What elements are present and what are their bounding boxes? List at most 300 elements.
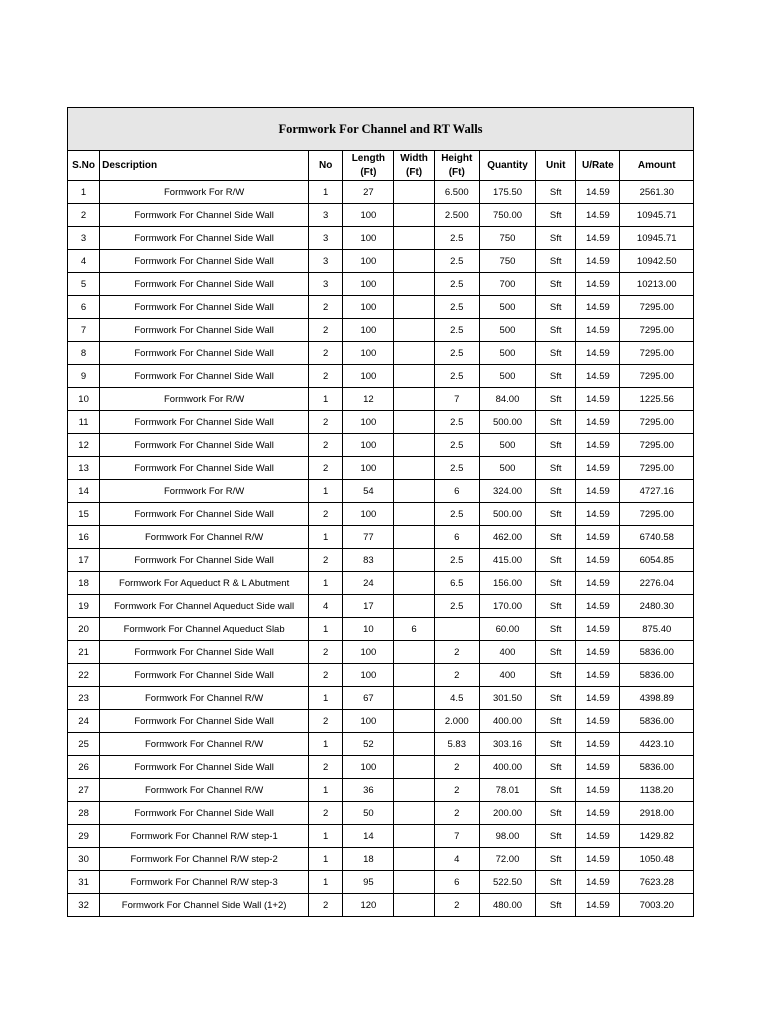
cell-quantity: 500.00 — [479, 411, 535, 434]
cell-height: 5.83 — [434, 733, 479, 756]
cell-description: Formwork For Channel R/W step-2 — [100, 848, 309, 871]
cell-height: 2 — [434, 779, 479, 802]
cell-description: Formwork For Channel Side Wall (1+2) — [100, 894, 309, 917]
cell-amount: 7295.00 — [620, 296, 694, 319]
cell-length: 100 — [343, 641, 394, 664]
header-urate: U/Rate — [576, 151, 620, 181]
cell-description: Formwork For Channel Aqueduct Slab — [100, 618, 309, 641]
cell-height: 2.5 — [434, 319, 479, 342]
cell-description: Formwork For Channel Side Wall — [100, 342, 309, 365]
cell-quantity: 500 — [479, 296, 535, 319]
cell-length: 100 — [343, 227, 394, 250]
cell-no: 1 — [309, 388, 343, 411]
cell-sno: 6 — [68, 296, 100, 319]
header-length-unit: (Ft) — [360, 166, 377, 178]
cell-sno: 9 — [68, 365, 100, 388]
cell-unit: Sft — [536, 273, 576, 296]
cell-quantity: 500 — [479, 365, 535, 388]
cell-amount: 7295.00 — [620, 319, 694, 342]
cell-urate: 14.59 — [576, 434, 620, 457]
cell-amount: 5836.00 — [620, 664, 694, 687]
cell-length: 100 — [343, 457, 394, 480]
cell-amount: 10942.50 — [620, 250, 694, 273]
cell-urate: 14.59 — [576, 710, 620, 733]
cell-height: 2.500 — [434, 204, 479, 227]
cell-width — [394, 526, 434, 549]
cell-description: Formwork For Channel R/W step-1 — [100, 825, 309, 848]
cell-height: 2.5 — [434, 434, 479, 457]
cell-length: 100 — [343, 250, 394, 273]
cell-width — [394, 733, 434, 756]
cell-amount: 7295.00 — [620, 411, 694, 434]
cell-width — [394, 664, 434, 687]
table-row — [68, 480, 694, 503]
cell-sno: 30 — [68, 848, 100, 871]
cell-sno: 23 — [68, 687, 100, 710]
cell-quantity: 84.00 — [479, 388, 535, 411]
cell-unit: Sft — [536, 342, 576, 365]
cell-description: Formwork For Channel Side Wall — [100, 802, 309, 825]
cell-no: 1 — [309, 618, 343, 641]
table-row — [68, 618, 694, 641]
cell-unit: Sft — [536, 779, 576, 802]
cell-unit: Sft — [536, 227, 576, 250]
table-row — [68, 319, 694, 342]
cell-width — [394, 871, 434, 894]
formwork-table — [67, 107, 694, 917]
cell-width — [394, 319, 434, 342]
cell-height: 4 — [434, 848, 479, 871]
cell-quantity: 750.00 — [479, 204, 535, 227]
cell-unit: Sft — [536, 595, 576, 618]
cell-sno: 15 — [68, 503, 100, 526]
cell-description: Formwork For Channel Side Wall — [100, 664, 309, 687]
cell-urate: 14.59 — [576, 480, 620, 503]
cell-no: 1 — [309, 572, 343, 595]
cell-height: 7 — [434, 388, 479, 411]
cell-urate: 14.59 — [576, 296, 620, 319]
cell-urate: 14.59 — [576, 411, 620, 434]
table-row — [68, 227, 694, 250]
cell-height: 2.5 — [434, 250, 479, 273]
cell-urate: 14.59 — [576, 503, 620, 526]
table-row — [68, 250, 694, 273]
cell-height: 2.5 — [434, 342, 479, 365]
cell-length: 100 — [343, 434, 394, 457]
cell-quantity: 170.00 — [479, 595, 535, 618]
cell-urate: 14.59 — [576, 342, 620, 365]
cell-unit: Sft — [536, 848, 576, 871]
table-row — [68, 779, 694, 802]
cell-sno: 32 — [68, 894, 100, 917]
cell-amount: 2276.04 — [620, 572, 694, 595]
cell-height: 4.5 — [434, 687, 479, 710]
cell-description: Formwork For Channel R/W — [100, 779, 309, 802]
cell-height: 2.5 — [434, 227, 479, 250]
cell-width — [394, 273, 434, 296]
cell-height: 2.5 — [434, 503, 479, 526]
cell-no: 3 — [309, 204, 343, 227]
cell-urate: 14.59 — [576, 204, 620, 227]
cell-height: 6 — [434, 480, 479, 503]
cell-quantity: 500 — [479, 319, 535, 342]
cell-unit: Sft — [536, 825, 576, 848]
cell-length: 100 — [343, 342, 394, 365]
cell-sno: 20 — [68, 618, 100, 641]
table-row — [68, 296, 694, 319]
table-row — [68, 204, 694, 227]
cell-no: 2 — [309, 710, 343, 733]
header-amount: Amount — [620, 151, 694, 181]
cell-urate: 14.59 — [576, 181, 620, 204]
cell-height: 2.000 — [434, 710, 479, 733]
cell-description: Formwork For Channel Side Wall — [100, 710, 309, 733]
cell-quantity: 303.16 — [479, 733, 535, 756]
cell-no: 2 — [309, 503, 343, 526]
header-unit: Unit — [536, 151, 576, 181]
cell-height: 2 — [434, 756, 479, 779]
cell-sno: 8 — [68, 342, 100, 365]
cell-unit: Sft — [536, 296, 576, 319]
cell-length: 100 — [343, 664, 394, 687]
cell-description: Formwork For Channel Side Wall — [100, 319, 309, 342]
cell-amount: 7295.00 — [620, 503, 694, 526]
cell-no: 3 — [309, 273, 343, 296]
header-sno: S.No — [68, 151, 100, 181]
cell-sno: 3 — [68, 227, 100, 250]
cell-sno: 26 — [68, 756, 100, 779]
table-row — [68, 848, 694, 871]
cell-urate: 14.59 — [576, 273, 620, 296]
cell-description: Formwork For Channel Side Wall — [100, 250, 309, 273]
cell-urate: 14.59 — [576, 572, 620, 595]
table-row — [68, 825, 694, 848]
cell-description: Formwork For Channel Side Wall — [100, 503, 309, 526]
cell-amount: 875.40 — [620, 618, 694, 641]
cell-no: 2 — [309, 365, 343, 388]
cell-sno: 22 — [68, 664, 100, 687]
cell-length: 10 — [343, 618, 394, 641]
table-row — [68, 710, 694, 733]
cell-amount: 10945.71 — [620, 204, 694, 227]
cell-quantity: 750 — [479, 227, 535, 250]
cell-quantity: 400 — [479, 664, 535, 687]
cell-unit: Sft — [536, 710, 576, 733]
table-row — [68, 181, 694, 204]
cell-length: 17 — [343, 595, 394, 618]
cell-amount: 7295.00 — [620, 434, 694, 457]
cell-height: 2.5 — [434, 365, 479, 388]
table-row — [68, 549, 694, 572]
cell-no: 2 — [309, 802, 343, 825]
cell-height: 2.5 — [434, 296, 479, 319]
cell-quantity: 200.00 — [479, 802, 535, 825]
header-length — [343, 151, 394, 181]
cell-width — [394, 480, 434, 503]
table-row — [68, 871, 694, 894]
cell-length: 24 — [343, 572, 394, 595]
cell-urate: 14.59 — [576, 756, 620, 779]
cell-no: 1 — [309, 526, 343, 549]
cell-sno: 11 — [68, 411, 100, 434]
cell-quantity: 324.00 — [479, 480, 535, 503]
cell-amount: 7003.20 — [620, 894, 694, 917]
cell-length: 54 — [343, 480, 394, 503]
table-row — [68, 641, 694, 664]
cell-no: 4 — [309, 595, 343, 618]
cell-length: 100 — [343, 204, 394, 227]
cell-quantity: 156.00 — [479, 572, 535, 595]
cell-length: 18 — [343, 848, 394, 871]
cell-length: 77 — [343, 526, 394, 549]
cell-no: 2 — [309, 434, 343, 457]
cell-unit: Sft — [536, 641, 576, 664]
cell-description: Formwork For Channel R/W — [100, 733, 309, 756]
cell-sno: 25 — [68, 733, 100, 756]
cell-urate: 14.59 — [576, 894, 620, 917]
cell-unit: Sft — [536, 572, 576, 595]
cell-unit: Sft — [536, 319, 576, 342]
cell-width — [394, 503, 434, 526]
cell-quantity: 78.01 — [479, 779, 535, 802]
cell-width — [394, 365, 434, 388]
cell-sno: 17 — [68, 549, 100, 572]
cell-no: 1 — [309, 480, 343, 503]
cell-width — [394, 756, 434, 779]
cell-length: 100 — [343, 503, 394, 526]
table-row — [68, 434, 694, 457]
cell-no: 2 — [309, 457, 343, 480]
cell-sno: 12 — [68, 434, 100, 457]
cell-length: 100 — [343, 319, 394, 342]
cell-amount: 7295.00 — [620, 342, 694, 365]
cell-height: 6.5 — [434, 572, 479, 595]
cell-amount: 2561.30 — [620, 181, 694, 204]
cell-quantity: 415.00 — [479, 549, 535, 572]
cell-amount: 5836.00 — [620, 756, 694, 779]
cell-width — [394, 848, 434, 871]
cell-width — [394, 710, 434, 733]
cell-width — [394, 434, 434, 457]
cell-urate: 14.59 — [576, 388, 620, 411]
cell-width — [394, 411, 434, 434]
header-length-label: Length — [351, 152, 386, 164]
cell-amount: 5836.00 — [620, 641, 694, 664]
cell-length: 36 — [343, 779, 394, 802]
cell-unit: Sft — [536, 503, 576, 526]
cell-no: 2 — [309, 894, 343, 917]
cell-height: 6 — [434, 526, 479, 549]
cell-no: 2 — [309, 296, 343, 319]
cell-amount: 2918.00 — [620, 802, 694, 825]
cell-unit: Sft — [536, 204, 576, 227]
cell-length: 50 — [343, 802, 394, 825]
cell-width — [394, 342, 434, 365]
cell-length: 100 — [343, 710, 394, 733]
cell-unit: Sft — [536, 365, 576, 388]
cell-width — [394, 595, 434, 618]
cell-description: Formwork For Channel Side Wall — [100, 227, 309, 250]
cell-width — [394, 549, 434, 572]
cell-no: 2 — [309, 641, 343, 664]
cell-unit: Sft — [536, 549, 576, 572]
cell-amount: 4398.89 — [620, 687, 694, 710]
cell-unit: Sft — [536, 411, 576, 434]
cell-no: 3 — [309, 227, 343, 250]
cell-width — [394, 641, 434, 664]
cell-urate: 14.59 — [576, 319, 620, 342]
cell-quantity: 500 — [479, 342, 535, 365]
cell-description: Formwork For Channel Side Wall — [100, 641, 309, 664]
cell-urate: 14.59 — [576, 871, 620, 894]
cell-no: 2 — [309, 549, 343, 572]
cell-width — [394, 250, 434, 273]
cell-amount: 1050.48 — [620, 848, 694, 871]
cell-width — [394, 388, 434, 411]
cell-description: Formwork For R/W — [100, 388, 309, 411]
cell-sno: 4 — [68, 250, 100, 273]
cell-no: 1 — [309, 779, 343, 802]
header-width — [394, 151, 434, 181]
cell-urate: 14.59 — [576, 733, 620, 756]
cell-urate: 14.59 — [576, 848, 620, 871]
cell-urate: 14.59 — [576, 641, 620, 664]
cell-quantity: 500 — [479, 457, 535, 480]
cell-no: 2 — [309, 664, 343, 687]
header-width-label: Width — [400, 152, 428, 164]
cell-description: Formwork For Channel Side Wall — [100, 365, 309, 388]
cell-no: 1 — [309, 848, 343, 871]
cell-urate: 14.59 — [576, 802, 620, 825]
cell-length: 120 — [343, 894, 394, 917]
cell-unit: Sft — [536, 388, 576, 411]
cell-width — [394, 181, 434, 204]
cell-sno: 2 — [68, 204, 100, 227]
cell-width — [394, 204, 434, 227]
cell-height: 2.5 — [434, 595, 479, 618]
cell-height: 6.500 — [434, 181, 479, 204]
cell-quantity: 301.50 — [479, 687, 535, 710]
cell-unit: Sft — [536, 457, 576, 480]
header-description: Description — [100, 151, 309, 181]
cell-urate: 14.59 — [576, 664, 620, 687]
cell-sno: 10 — [68, 388, 100, 411]
cell-height — [434, 618, 479, 641]
cell-urate: 14.59 — [576, 779, 620, 802]
cell-description: Formwork For Channel Side Wall — [100, 457, 309, 480]
cell-amount: 6054.85 — [620, 549, 694, 572]
cell-no: 1 — [309, 825, 343, 848]
cell-amount: 2480.30 — [620, 595, 694, 618]
cell-unit: Sft — [536, 618, 576, 641]
cell-length: 83 — [343, 549, 394, 572]
cell-quantity: 480.00 — [479, 894, 535, 917]
cell-width — [394, 894, 434, 917]
header-width-unit: (Ft) — [406, 166, 423, 178]
cell-urate: 14.59 — [576, 825, 620, 848]
cell-description: Formwork For R/W — [100, 480, 309, 503]
cell-height: 2 — [434, 894, 479, 917]
cell-urate: 14.59 — [576, 250, 620, 273]
cell-quantity: 98.00 — [479, 825, 535, 848]
cell-width — [394, 825, 434, 848]
cell-urate: 14.59 — [576, 618, 620, 641]
cell-description: Formwork For Channel R/W step-3 — [100, 871, 309, 894]
cell-height: 2 — [434, 641, 479, 664]
header-quantity: Quantity — [479, 151, 535, 181]
cell-urate: 14.59 — [576, 457, 620, 480]
table-row — [68, 687, 694, 710]
cell-amount: 7623.28 — [620, 871, 694, 894]
cell-urate: 14.59 — [576, 595, 620, 618]
cell-quantity: 500.00 — [479, 503, 535, 526]
cell-no: 1 — [309, 687, 343, 710]
cell-quantity: 400.00 — [479, 756, 535, 779]
cell-amount: 10945.71 — [620, 227, 694, 250]
cell-sno: 21 — [68, 641, 100, 664]
table-row — [68, 526, 694, 549]
cell-amount: 4423.10 — [620, 733, 694, 756]
cell-description: Formwork For R/W — [100, 181, 309, 204]
table-row — [68, 457, 694, 480]
cell-no: 2 — [309, 411, 343, 434]
table-row — [68, 411, 694, 434]
cell-length: 100 — [343, 296, 394, 319]
cell-unit: Sft — [536, 250, 576, 273]
cell-sno: 24 — [68, 710, 100, 733]
cell-sno: 14 — [68, 480, 100, 503]
cell-unit: Sft — [536, 894, 576, 917]
cell-height: 6 — [434, 871, 479, 894]
cell-width — [394, 687, 434, 710]
cell-no: 2 — [309, 319, 343, 342]
cell-description: Formwork For Channel Side Wall — [100, 296, 309, 319]
cell-description: Formwork For Channel Side Wall — [100, 204, 309, 227]
table-body — [68, 181, 694, 917]
cell-height: 2 — [434, 664, 479, 687]
cell-quantity: 750 — [479, 250, 535, 273]
cell-quantity: 72.00 — [479, 848, 535, 871]
cell-unit: Sft — [536, 687, 576, 710]
cell-no: 2 — [309, 342, 343, 365]
cell-sno: 19 — [68, 595, 100, 618]
header-height-unit: (Ft) — [448, 166, 465, 178]
cell-length: 27 — [343, 181, 394, 204]
cell-urate: 14.59 — [576, 549, 620, 572]
cell-quantity: 175.50 — [479, 181, 535, 204]
cell-no: 1 — [309, 181, 343, 204]
cell-quantity: 462.00 — [479, 526, 535, 549]
cell-length: 100 — [343, 756, 394, 779]
cell-amount: 4727.16 — [620, 480, 694, 503]
cell-width — [394, 779, 434, 802]
header-no: No — [309, 151, 343, 181]
cell-unit: Sft — [536, 802, 576, 825]
cell-sno: 1 — [68, 181, 100, 204]
table-row — [68, 503, 694, 526]
cell-height: 2.5 — [434, 457, 479, 480]
cell-unit: Sft — [536, 871, 576, 894]
cell-height: 2 — [434, 802, 479, 825]
cell-length: 14 — [343, 825, 394, 848]
cell-quantity: 400 — [479, 641, 535, 664]
cell-description: Formwork For Aqueduct R & L Abutment — [100, 572, 309, 595]
cell-sno: 27 — [68, 779, 100, 802]
cell-height: 2.5 — [434, 549, 479, 572]
cell-quantity: 522.50 — [479, 871, 535, 894]
table-row — [68, 664, 694, 687]
cell-length: 100 — [343, 365, 394, 388]
